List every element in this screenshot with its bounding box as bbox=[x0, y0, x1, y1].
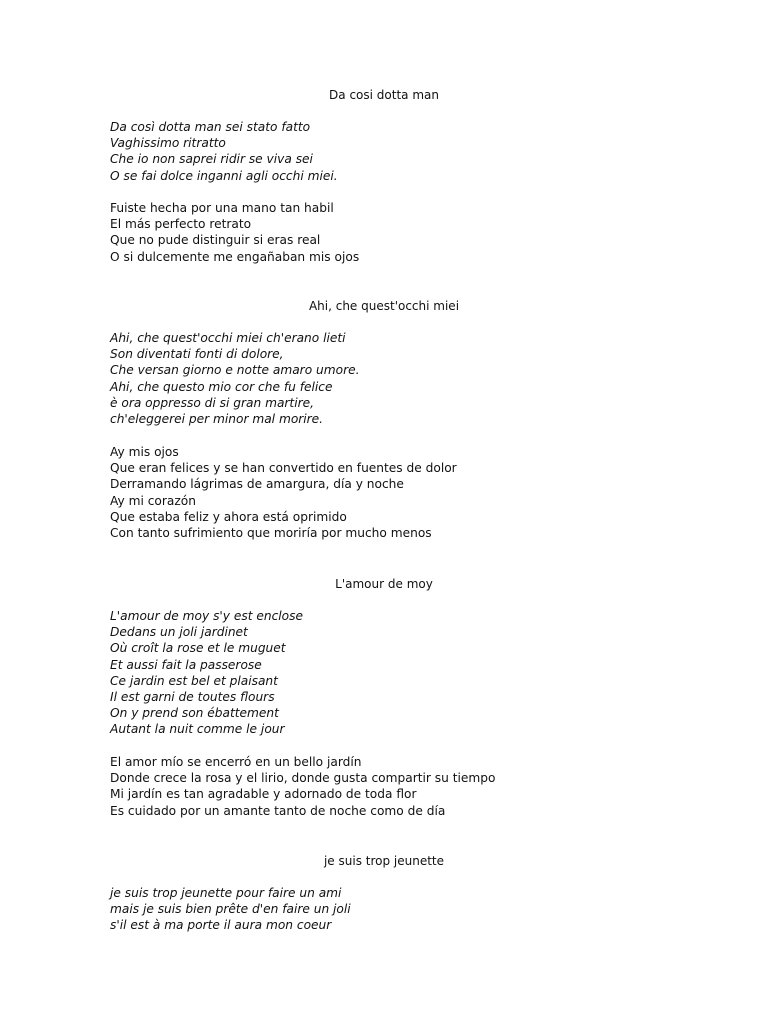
verse-line: Et aussi fait la passerose bbox=[110, 657, 262, 672]
verse-line: Où croît la rose et le muguet bbox=[110, 641, 286, 656]
verse-line: O se fai dolce inganni agli occhi miei. bbox=[110, 168, 338, 183]
verse-line: Ay mi corazón bbox=[110, 493, 196, 508]
verse-line: Che versan giorno e notte amaro umore. bbox=[110, 363, 360, 378]
section-title: Da cosi dotta man bbox=[329, 88, 439, 102]
verse-line: L'amour de moy s'y est enclose bbox=[110, 609, 303, 623]
translation-stanza bbox=[110, 444, 710, 541]
verse-line: Che io non saprei ridir se viva sei bbox=[110, 152, 313, 167]
verse-line: Que estaba feliz y ahora está oprimido bbox=[110, 509, 347, 524]
original-stanza bbox=[110, 608, 710, 738]
verse-line: Dedans un joli jardinet bbox=[110, 625, 248, 640]
verse-line: Vaghissimo ritratto bbox=[110, 136, 226, 151]
section-title: Ahi, che quest'occhi miei bbox=[308, 299, 460, 313]
section-title: L'amour de moy bbox=[335, 577, 433, 591]
verse-line: Son diventati fonti di dolore, bbox=[110, 347, 284, 362]
original-stanza bbox=[110, 330, 710, 427]
verse-line: s'il est à ma porte il aura mon coeur bbox=[110, 918, 332, 933]
verse-line: Con tanto sufrimiento que moriría por mucho menos bbox=[110, 526, 432, 541]
translation-stanza bbox=[110, 200, 710, 265]
verse-line: je suis trop jeunette pour faire un ami bbox=[110, 886, 342, 900]
verse-line: Autant la nuit comme le jour bbox=[110, 722, 285, 737]
verse-line: El amor mío se encerró en un bello jardín bbox=[110, 755, 362, 769]
translation-stanza bbox=[110, 754, 710, 819]
original-stanza bbox=[110, 119, 710, 184]
verse-line: Que no pude distinguir si eras real bbox=[110, 233, 321, 248]
verse-line: Ce jardin est bel et plaisant bbox=[110, 673, 278, 688]
verse-line: Derramando lágrimas de amargura, día y noche bbox=[110, 477, 404, 492]
verse-line: O si dulcemente me engañaban mis ojos bbox=[110, 249, 360, 264]
verse-line: è ora oppresso di si gran martire, bbox=[110, 395, 314, 410]
verse-line: Il est garni de toutes flours bbox=[110, 690, 275, 705]
original-stanza bbox=[110, 885, 710, 934]
verse-line: El más perfecto retrato bbox=[110, 217, 252, 232]
verse-line: mais je suis bien prête d'en faire un joli bbox=[110, 902, 351, 917]
verse-line: Ahi, che questo mio cor che fu felice bbox=[110, 379, 333, 394]
verse-line: Es cuidado por un amante tanto de noche como de día bbox=[110, 803, 446, 818]
verse-line: Fuiste hecha por una mano tan habil bbox=[110, 201, 334, 215]
verse-line: Donde crece la rosa y el lirio, donde gusta compartir su tiempo bbox=[110, 771, 496, 786]
verse-line: Mi jardín es tan agradable y adornado de toda flor bbox=[110, 787, 417, 802]
verse-line: Ay mis ojos bbox=[110, 445, 179, 459]
verse-line: Da così dotta man sei stato fatto bbox=[110, 120, 311, 134]
section-title: je suis trop jeunette bbox=[323, 854, 445, 868]
verse-line: ch'eleggerei per minor mal morire. bbox=[110, 412, 324, 427]
verse-line: Que eran felices y se han convertido en fuentes de dolor bbox=[110, 461, 457, 476]
verse-line: On y prend son ébattement bbox=[110, 706, 279, 721]
verse-line: Ahi, che quest'occhi miei ch'erano lieti bbox=[110, 331, 346, 345]
